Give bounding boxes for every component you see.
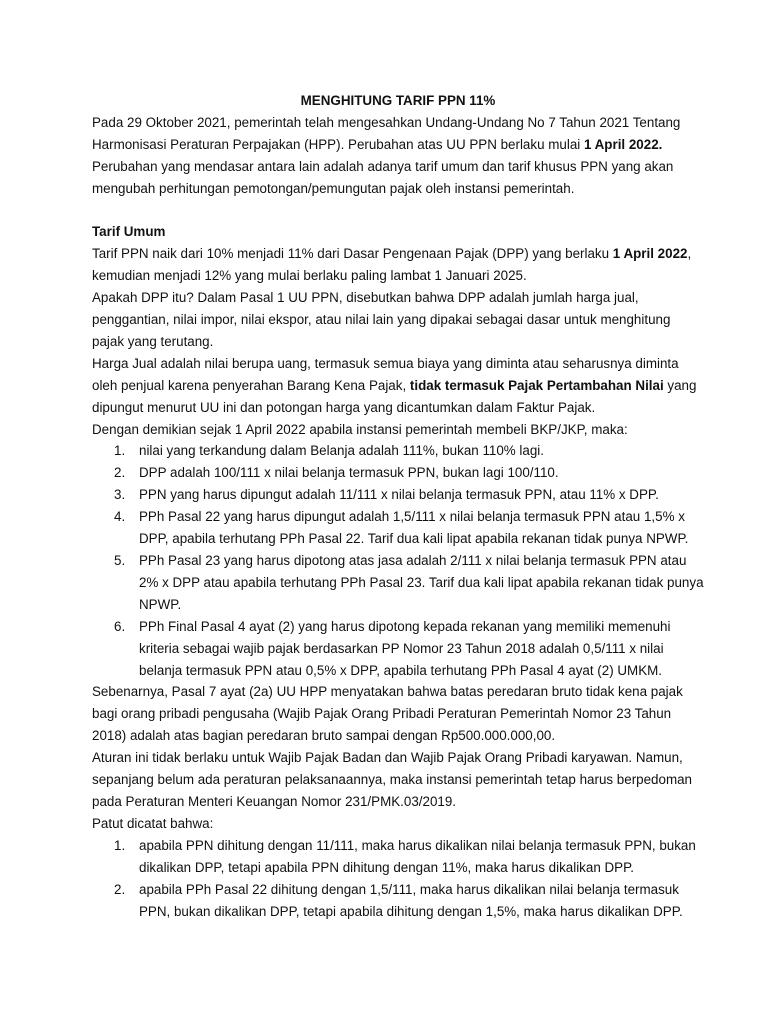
document-title: MENGHITUNG TARIF PPN 11% xyxy=(300,93,496,108)
list-item xyxy=(92,550,704,616)
sebenarnya-paragraph: Sebenarnya, Pasal 7 ayat (2a) UU HPP menyatakan bahwa batas peredaran bruto tidak kena pajak bagi orang pribadi pengusaha (Wajib Pajak Orang Pribadi Peraturan Pemerintah Nomor 23 Tahun 2018) adalah atas bagian peredaran bruto sampai dengan Rp500.000.000,00. xyxy=(92,684,683,744)
list-item-number: 2. xyxy=(114,465,126,481)
patut-intro: Patut dicatat bahwa: xyxy=(92,815,214,831)
tarif-text-2: , kemudian menjadi 12% yang mulai berlaku paling lambat 1 Januari 2025. xyxy=(92,246,692,284)
numbered-list-2 xyxy=(92,835,704,923)
list-item xyxy=(92,835,704,879)
list-item-text: apabila PPN dihitung dengan 11/111, maka harus dikalikan nilai belanja termasuk PPN, bukan dikalikan DPP, tetapi apabila PPN dihitung dengan 11%, maka harus dikalikan DPP. xyxy=(139,837,696,875)
list-item-text: PPN yang harus dipungut adalah 11/111 x nilai belanja termasuk PPN, atau 11% x DPP. xyxy=(139,487,659,503)
document-page xyxy=(92,90,704,922)
list-intro: Dengan demikian sejak 1 April 2022 apabila instansi pemerintah membeli BKP/JKP, maka: xyxy=(92,421,628,437)
list-item-number: 6. xyxy=(114,618,126,634)
paragraph-spacer xyxy=(92,200,704,222)
list-item xyxy=(92,506,704,550)
list-item xyxy=(92,616,704,682)
list-item xyxy=(92,879,704,923)
dpp-paragraph: Apakah DPP itu? Dalam Pasal 1 UU PPN, disebutkan bahwa DPP adalah jumlah harga jual, penggantian, nilai impor, nilai ekspor, atau nilai lain yang dipakai sebagai dasar untuk menghitung pajak yang terutang. xyxy=(92,290,671,349)
intro-text-1: Pada 29 Oktober 2021, pemerintah telah mengesahkan Undang-Undang No 7 Tahun 2021 Tentang Harmonisasi Peraturan Perpajakan (HPP). Perubahan atas UU PPN berlaku mulai xyxy=(92,114,681,152)
list-item-text: nilai yang terkandung dalam Belanja adalah 111%, bukan 110% lagi. xyxy=(139,443,544,459)
list-item-number: 5. xyxy=(114,553,126,569)
section-heading-text: Tarif Umum xyxy=(92,224,166,240)
list-item xyxy=(92,440,704,462)
list-item-text: PPh Pasal 23 yang harus dipotong atas jasa adalah 2/111 x nilai belanja termasuk PPN atau 2% x DPP atau apabila terhutang PPh Pasal 23. Tarif dua kali lipat apabila rekanan tidak punya NPWP. xyxy=(139,553,704,612)
tarif-paragraph xyxy=(92,243,704,287)
harga-jual-text-1: Harga Jual adalah nilai berupa uang, termasuk semua biaya yang diminta atau seharusnya diminta oleh penjual karena penyerahan Barang Kena Pajak, xyxy=(92,355,679,393)
list-item-number: 1. xyxy=(114,837,126,853)
tarif-text-1: Tarif PPN naik dari 10% menjadi 11% dari Dasar Pengenaan Pajak (DPP) yang berlaku xyxy=(92,246,613,262)
list-item-text: PPh Final Pasal 4 ayat (2) yang harus dipotong kepada rekanan yang memiliki memenuhi kriteria sebagai wajib pajak berdasarkan PP Nomor 23 Tahun 2018 adalah 0,5/111 x nilai belanja termasuk PPN atau 0,5% x DPP, apabila terhutang PPh Pasal 4 ayat (2) UMKM. xyxy=(139,618,671,678)
harga-jual-bold: tidak termasuk Pajak Pertambahan Nilai xyxy=(409,377,664,393)
intro-date-bold: 1 April 2022. xyxy=(583,136,663,152)
list-item xyxy=(92,484,704,506)
aturan-paragraph: Aturan ini tidak berlaku untuk Wajib Pajak Badan dan Wajib Pajak Orang Pribadi karyawan. Namun, sepanjang belum ada peraturan pelaksanaannya, maka instansi pemerintah tetap harus berpedoman pada Peraturan Menteri Keuangan Nomor 231/PMK.03/2019. xyxy=(92,750,693,809)
tarif-date-bold: 1 April 2022 xyxy=(612,246,688,262)
intro-text-2: Perubahan yang mendasar antara lain adalah adanya tarif umum dan tarif khusus PPN yang akan mengubah perhitungan pemotongan/pemungutan pajak oleh instansi pemerintah. xyxy=(92,158,674,196)
numbered-list-1 xyxy=(92,440,704,681)
list-item-text: DPP adalah 100/111 x nilai belanja termasuk PPN, bukan lagi 100/110. xyxy=(139,465,559,481)
harga-jual-paragraph xyxy=(92,353,704,419)
list-item-number: 2. xyxy=(114,881,126,897)
harga-jual-text-2: yang dipungut menurut UU ini dan potongan harga yang dicantumkan dalam Faktur Pajak. xyxy=(92,377,697,415)
section-heading xyxy=(92,221,704,243)
list-item-text: PPh Pasal 22 yang harus dipungut adalah 1,5/111 x nilai belanja termasuk PPN atau 1,5% x DPP, apabila terhutang PPh Pasal 22. Tarif dua kali lipat apabila rekanan tidak punya NPWP. xyxy=(139,509,689,547)
list-item xyxy=(92,462,704,484)
list-item-text: apabila PPh Pasal 22 dihitung dengan 1,5/111, maka harus dikalikan nilai belanja termasuk PPN, bukan dikalikan DPP, tetapi apabila dihitung dengan 1,5%, maka harus dikalikan DPP. xyxy=(139,881,683,919)
list-item-number: 1. xyxy=(114,443,126,459)
list-item-number: 4. xyxy=(114,509,126,525)
list-item-number: 3. xyxy=(114,487,126,503)
intro-paragraph xyxy=(92,112,704,200)
